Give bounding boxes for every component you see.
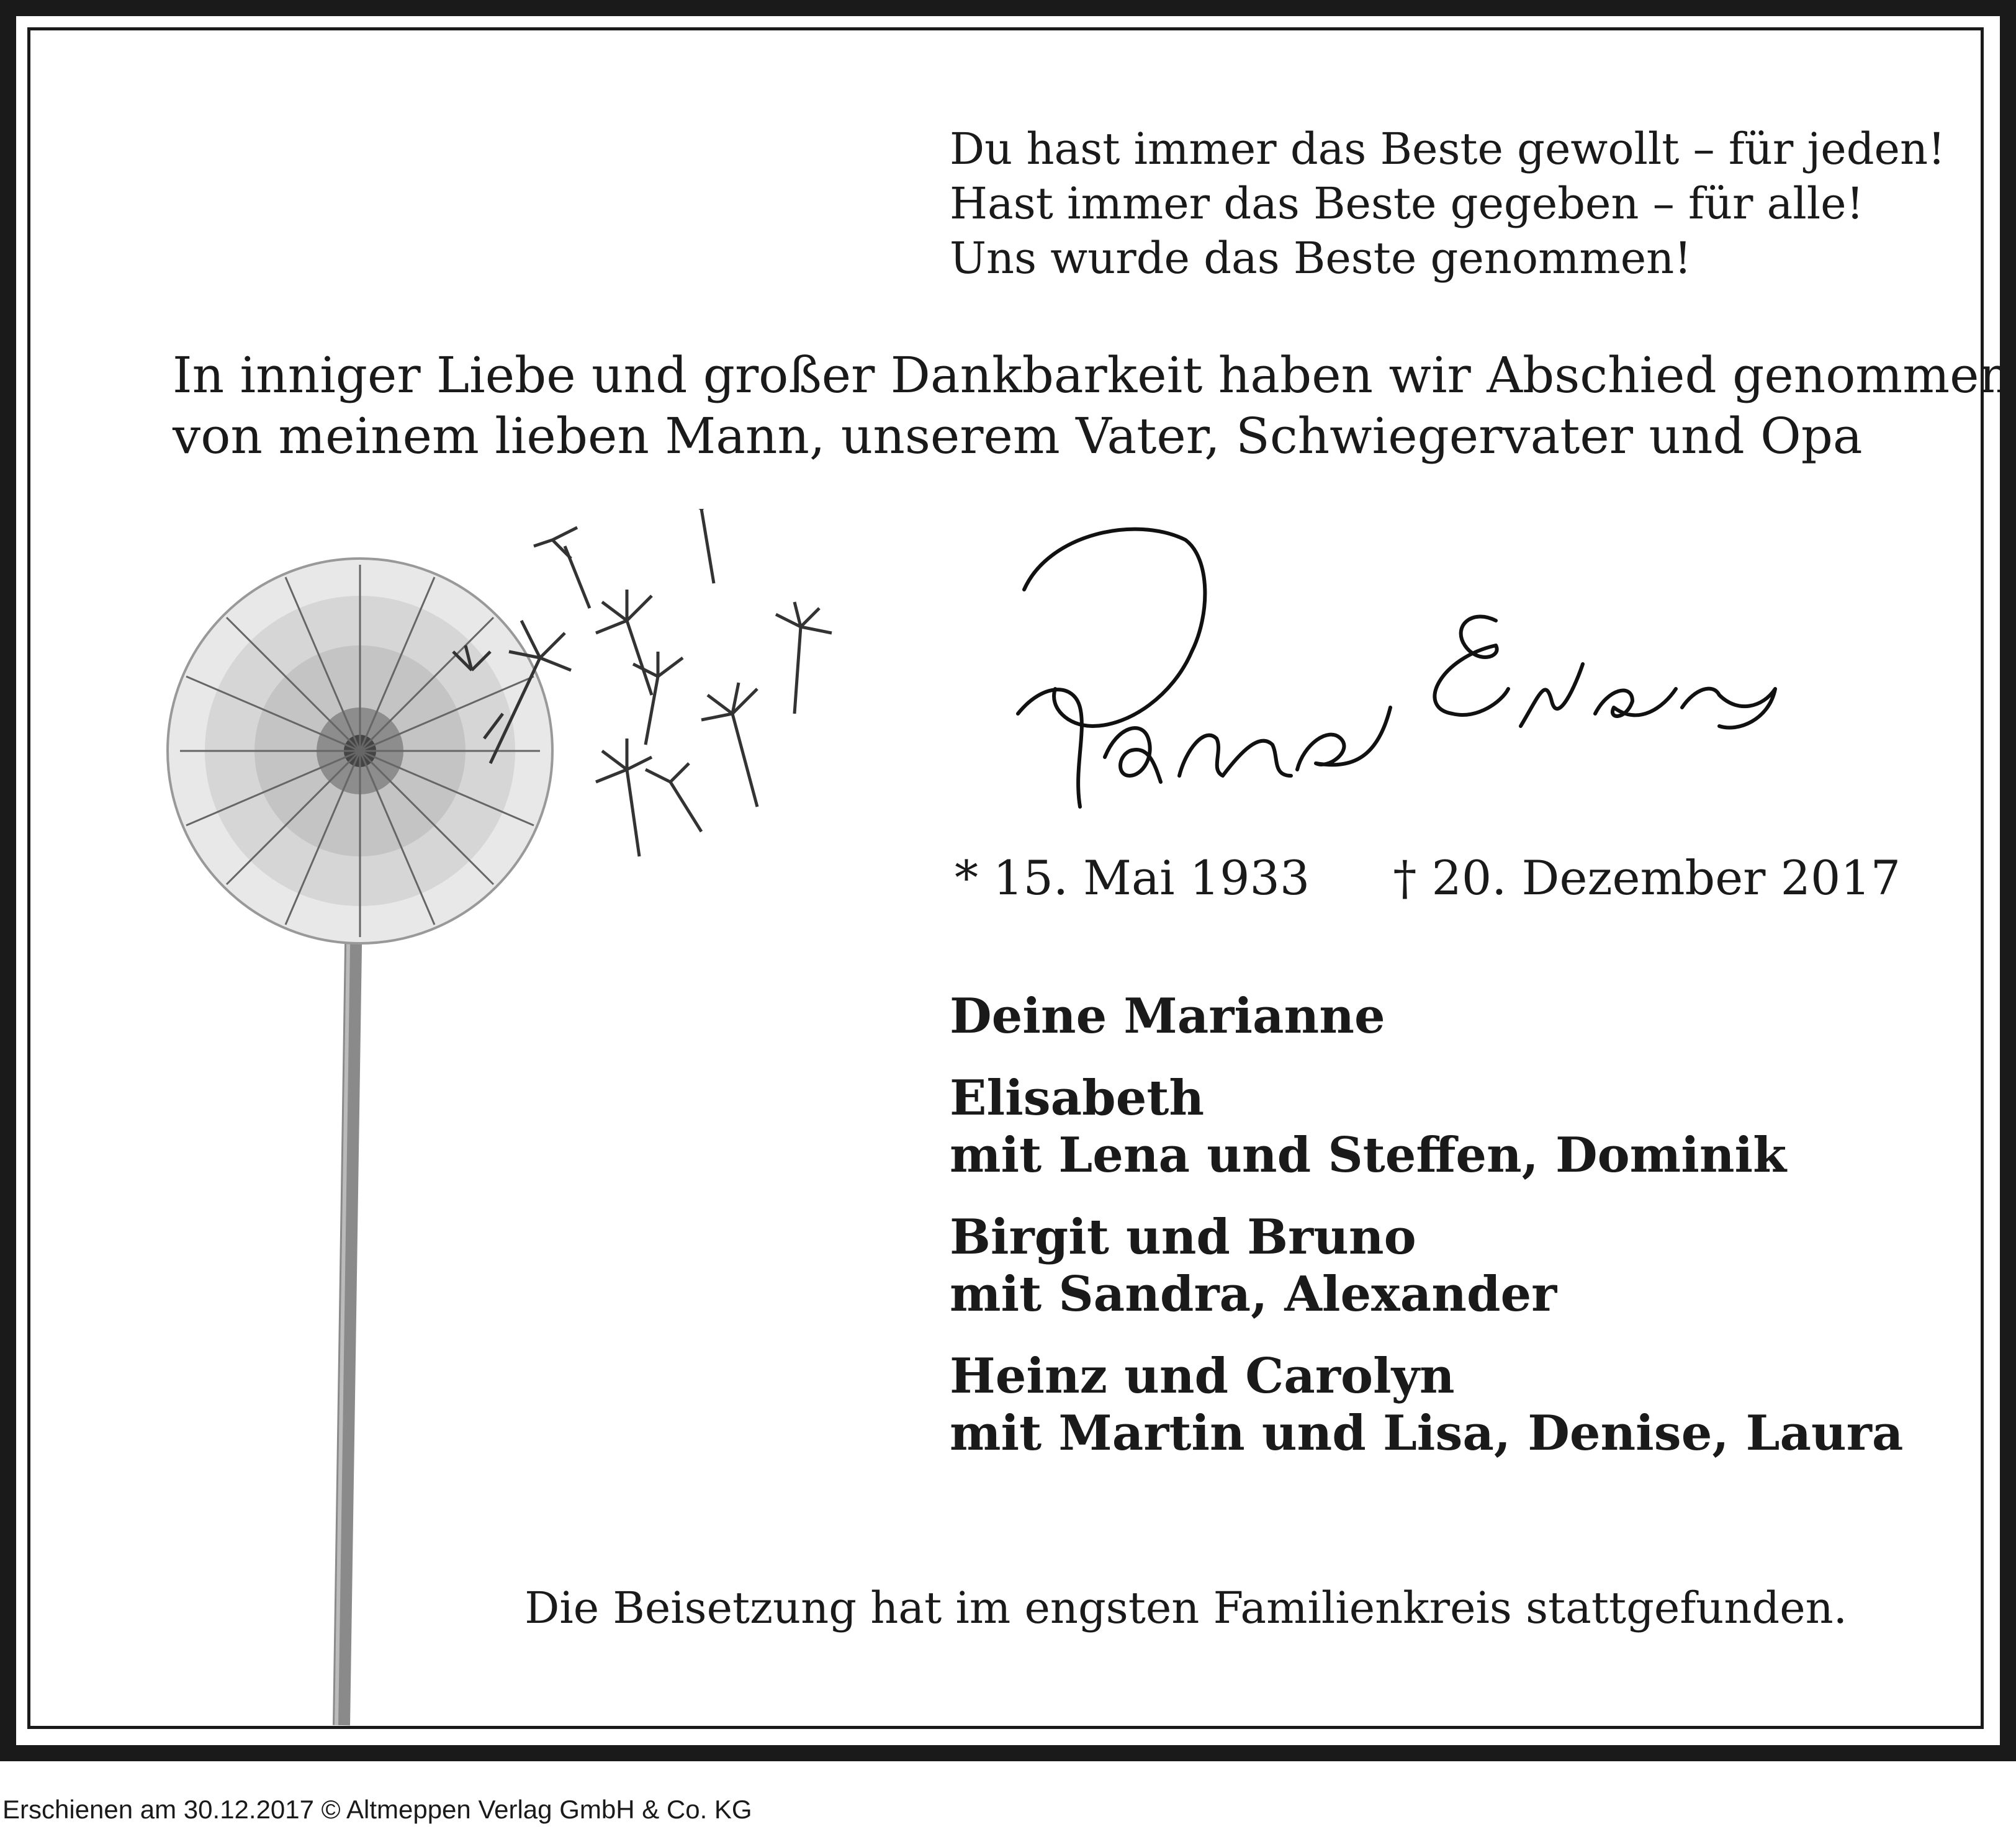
mourner-line: Birgit und Bruno [950, 1209, 1416, 1265]
mourners-list [950, 988, 1903, 1487]
mourner-group [950, 988, 1903, 1045]
mourner-line: mit Lena und Steffen, Dominik [950, 1127, 1787, 1183]
mourner-line: Elisabeth [950, 1070, 1205, 1126]
intro-text [173, 345, 2011, 467]
motto-line: Uns wurde das Beste genommen! [950, 233, 1692, 284]
mourner-group [950, 1348, 1903, 1462]
publication-footer: Erschienen am 30.12.2017 © Altmeppen Verlag GmbH & Co. KG [2, 1795, 752, 1824]
mourner-group [950, 1070, 1903, 1184]
mourner-line: mit Sandra, Alexander [950, 1266, 1557, 1322]
burial-note: Die Beisetzung hat im engsten Familienkreis stattgefunden. [524, 1583, 1847, 1633]
death-date: † 20. Dezember 2017 [1393, 850, 1901, 905]
motto-verse [950, 122, 1945, 285]
dandelion-illustration [155, 509, 999, 1750]
intro-line: In inniger Liebe und großer Dankbarkeit haben wir Abschied genommen [173, 346, 2011, 404]
mourner-line: Deine Marianne [950, 988, 1385, 1044]
handwritten-signature [1006, 521, 1788, 825]
intro-line: von meinem lieben Mann, unserem Vater, Schwiegervater und Opa [173, 407, 1863, 465]
mourner-line: Heinz und Carolyn [950, 1348, 1455, 1404]
mourner-line: mit Martin und Lisa, Denise, Laura [950, 1405, 1904, 1462]
motto-line: Du hast immer das Beste gewollt – für jeden! [950, 123, 1946, 174]
motto-line: Hast immer das Beste gegeben – für alle! [950, 178, 1864, 229]
birth-date: * 15. Mai 1933 [955, 850, 1310, 905]
life-dates [955, 850, 1901, 905]
mourner-group [950, 1209, 1903, 1323]
